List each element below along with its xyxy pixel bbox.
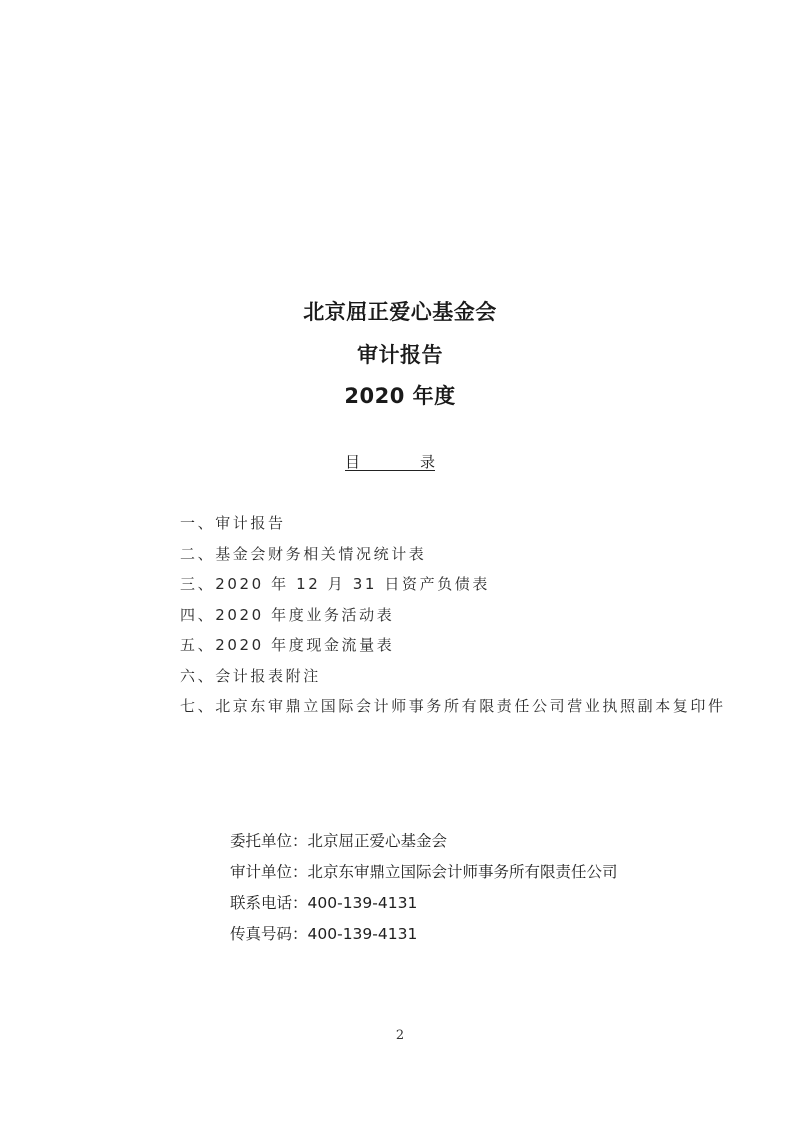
auditor-label: 审计单位： [230, 863, 308, 881]
fax-value: 400-139-4131 [307, 925, 418, 943]
toc-item: 六、会计报表附注 [180, 666, 321, 685]
fax-label: 传真号码： [230, 925, 308, 943]
phone-value: 400-139-4131 [307, 894, 418, 912]
report-info-block [230, 829, 618, 953]
auditor-row [230, 860, 618, 891]
auditor-value: 北京东审鼎立国际会计师事务所有限责任公司 [307, 863, 618, 881]
toc-heading-char-1: 目 [345, 453, 361, 471]
client-value: 北京屈正爱心基金会 [307, 832, 448, 850]
report-year-title: 2020 年度 [344, 384, 456, 408]
client-label: 委托单位： [230, 832, 308, 850]
phone-row [230, 891, 618, 922]
toc-item: 三、2020 年 12 月 31 日资产负债表 [180, 575, 490, 593]
phone-label: 联系电话： [230, 894, 308, 912]
toc-heading-char-2: 录 [419, 453, 435, 471]
foundation-name-title: 北京屈正爱心基金会 [303, 300, 497, 324]
toc-item: 五、2020 年度现金流量表 [180, 636, 395, 654]
report-type-title: 审计报告 [357, 343, 443, 367]
table-of-contents [180, 512, 726, 726]
toc-item: 七、北京东审鼎立国际会计师事务所有限责任公司营业执照副本复印件 [180, 697, 726, 715]
table-of-contents-heading [345, 451, 435, 471]
toc-item: 二、基金会财务相关情况统计表 [180, 544, 427, 563]
page-number: 2 [395, 1028, 405, 1043]
fax-row [230, 922, 618, 953]
client-row [230, 829, 618, 860]
toc-item: 四、2020 年度业务活动表 [180, 605, 395, 624]
toc-item: 一、审计报告 [180, 514, 286, 532]
